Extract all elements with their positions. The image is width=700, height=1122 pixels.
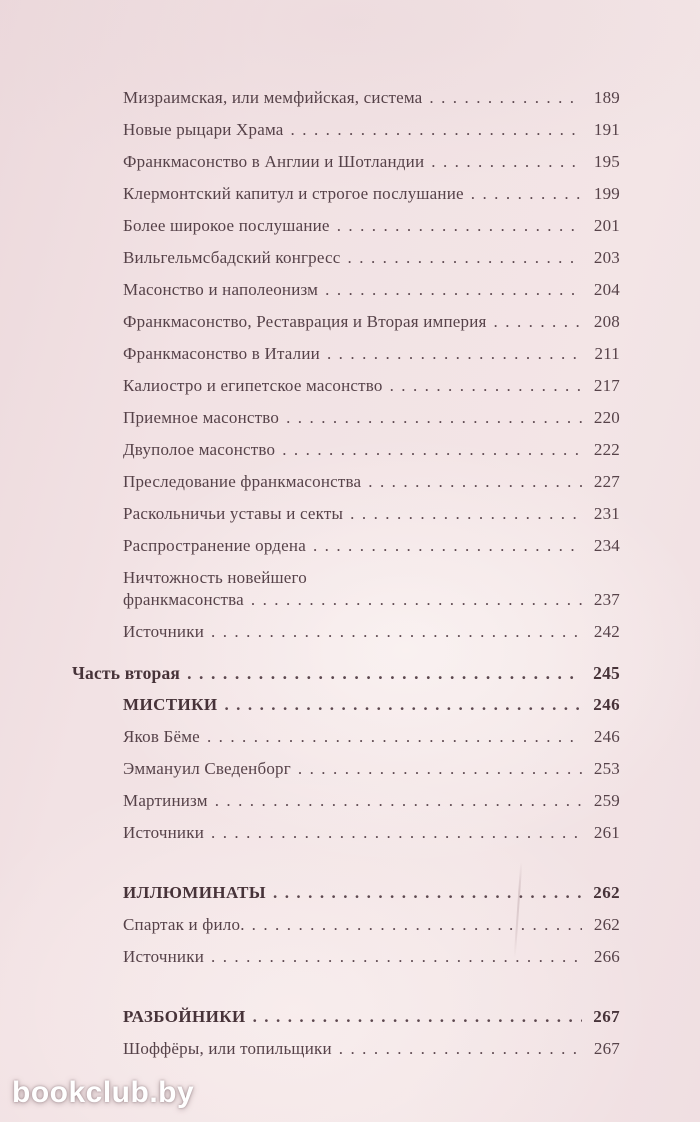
toc-entry-title: Эммануил Сведенборг	[123, 759, 291, 778]
dot-leader	[207, 721, 582, 753]
toc-entry-title: Новые рыцари Храма	[123, 120, 284, 139]
toc-row	[123, 1001, 620, 1033]
toc-row	[123, 584, 620, 616]
toc-page-number: 189	[593, 88, 620, 107]
dot-leader	[273, 877, 582, 909]
toc-page-number: 211	[594, 344, 620, 363]
toc-row	[123, 338, 620, 370]
toc-row	[123, 114, 620, 146]
toc-page-number: 231	[593, 504, 620, 523]
dot-leader	[471, 178, 582, 210]
toc-row	[123, 616, 620, 648]
toc-page-number: 267	[593, 1007, 620, 1026]
toc-entry-title: Преследование франкмасонства	[123, 472, 362, 491]
dot-leader	[298, 753, 582, 785]
toc-entry-title: Масонство и наполеонизм	[123, 280, 319, 299]
toc-row	[123, 82, 620, 114]
toc-page-number: 222	[593, 440, 620, 459]
dot-leader	[350, 498, 582, 530]
dot-leader	[187, 657, 582, 689]
toc-row	[123, 877, 620, 909]
dot-leader	[252, 909, 582, 941]
toc-page-number: 199	[593, 184, 620, 203]
dot-leader	[348, 242, 582, 274]
toc-entry-title: Двуполое масонство	[123, 440, 276, 459]
toc-entry-title: Клермонтский капитул и строгое послушание	[123, 184, 464, 203]
toc-row	[72, 657, 620, 689]
toc-page-number: 242	[593, 622, 620, 641]
toc-page-number: 191	[593, 120, 620, 139]
toc-page-number: 262	[593, 915, 620, 934]
dot-leader	[429, 82, 582, 114]
toc-entry-title: Более широкое послушание	[123, 216, 330, 235]
dot-leader	[282, 434, 582, 466]
toc-row	[123, 306, 620, 338]
toc-entry-title: РАЗБОЙНИКИ	[123, 1007, 246, 1026]
toc-page-number: 262	[593, 883, 620, 902]
dot-leader	[211, 941, 582, 973]
toc-entry-title: Распространение ордена	[123, 536, 306, 555]
dot-leader	[337, 210, 582, 242]
toc-entry-title: Вильгельмсбадский конгресс	[123, 248, 341, 267]
toc-row	[123, 242, 620, 274]
toc-entry-title: Источники	[123, 823, 204, 842]
toc-row	[123, 1033, 620, 1065]
watermark: bookclub.by	[12, 1076, 195, 1109]
toc-page-number: 204	[593, 280, 620, 299]
toc-page-number: 234	[593, 536, 620, 555]
toc-page-number: 266	[593, 947, 620, 966]
toc-row	[123, 498, 620, 530]
toc-page-number: 201	[593, 216, 620, 235]
toc-entry-title: франкмасонства	[123, 590, 244, 609]
toc-page-number: 253	[593, 759, 620, 778]
toc-row	[123, 721, 620, 753]
toc-entry-title: Мартинизм	[123, 791, 208, 810]
toc-row	[123, 146, 620, 178]
toc-page-number: 237	[593, 590, 620, 609]
toc-list	[0, 82, 700, 1065]
toc-entry-title: Раскольничьи уставы и секты	[123, 504, 344, 523]
toc-entry-title: Ничтожность новейшего	[123, 568, 308, 587]
toc-row	[123, 466, 620, 498]
toc-entry-title: Шоффёры, или топильщики	[123, 1039, 332, 1058]
toc-row	[123, 753, 620, 785]
dot-leader	[286, 402, 582, 434]
toc-entry-title: Спартак и фило.	[123, 915, 245, 934]
toc-page-number: 246	[593, 695, 620, 714]
toc-page-number: 203	[593, 248, 620, 267]
toc-entry-title: Источники	[123, 947, 204, 966]
toc-page-number: 227	[593, 472, 620, 491]
toc-row	[123, 817, 620, 849]
dot-leader	[494, 306, 582, 338]
toc-entry-title: Мизраимская, или мемфийская, система	[123, 88, 423, 107]
dot-leader	[431, 146, 582, 178]
dot-leader	[251, 584, 582, 616]
toc-page-number: 259	[593, 791, 620, 810]
toc-row	[123, 530, 620, 562]
toc-row	[123, 689, 620, 721]
dot-leader	[327, 338, 582, 370]
toc-page-number: 246	[593, 727, 620, 746]
toc-row	[123, 178, 620, 210]
toc-page-number: 261	[593, 823, 620, 842]
toc-page-number: 217	[593, 376, 620, 395]
toc-entry-title: МИСТИКИ	[123, 695, 218, 714]
dot-leader	[211, 817, 582, 849]
toc-entry-title: Калиостро и египетское масонство	[123, 376, 383, 395]
dot-leader	[368, 466, 582, 498]
dot-leader	[390, 370, 582, 402]
dot-leader	[313, 530, 582, 562]
toc-entry-title: Приемное масонство	[123, 408, 280, 427]
toc-row	[123, 370, 620, 402]
toc-page-number: 195	[593, 152, 620, 171]
dot-leader	[253, 1001, 582, 1033]
toc-entry-title: Яков Бёме	[123, 727, 200, 746]
dot-leader	[211, 616, 582, 648]
dot-leader	[291, 114, 582, 146]
toc-row	[123, 785, 620, 817]
dot-leader	[339, 1033, 582, 1065]
toc-page-number: 245	[593, 663, 620, 683]
toc-entry-title: Часть вторая	[72, 663, 181, 683]
toc-page-number: 267	[593, 1039, 620, 1058]
toc-row	[123, 210, 620, 242]
toc-entry-title: Франкмасонство, Реставрация и Вторая империя	[123, 312, 487, 331]
toc-entry-title: Франкмасонство в Италии	[123, 344, 320, 363]
toc-row	[123, 909, 620, 941]
toc-entry-title: ИЛЛЮМИНАТЫ	[123, 883, 267, 902]
toc-row	[123, 402, 620, 434]
dot-leader	[224, 689, 582, 721]
toc-row	[123, 274, 620, 306]
toc-row	[123, 941, 620, 973]
toc-page-number: 220	[593, 408, 620, 427]
dot-leader	[325, 274, 582, 306]
toc-entry-title: Франкмасонство в Англии и Шотландии	[123, 152, 425, 171]
toc-page-number: 208	[593, 312, 620, 331]
toc-row	[123, 434, 620, 466]
toc-entry-title: Источники	[123, 622, 204, 641]
dot-leader	[215, 785, 582, 817]
